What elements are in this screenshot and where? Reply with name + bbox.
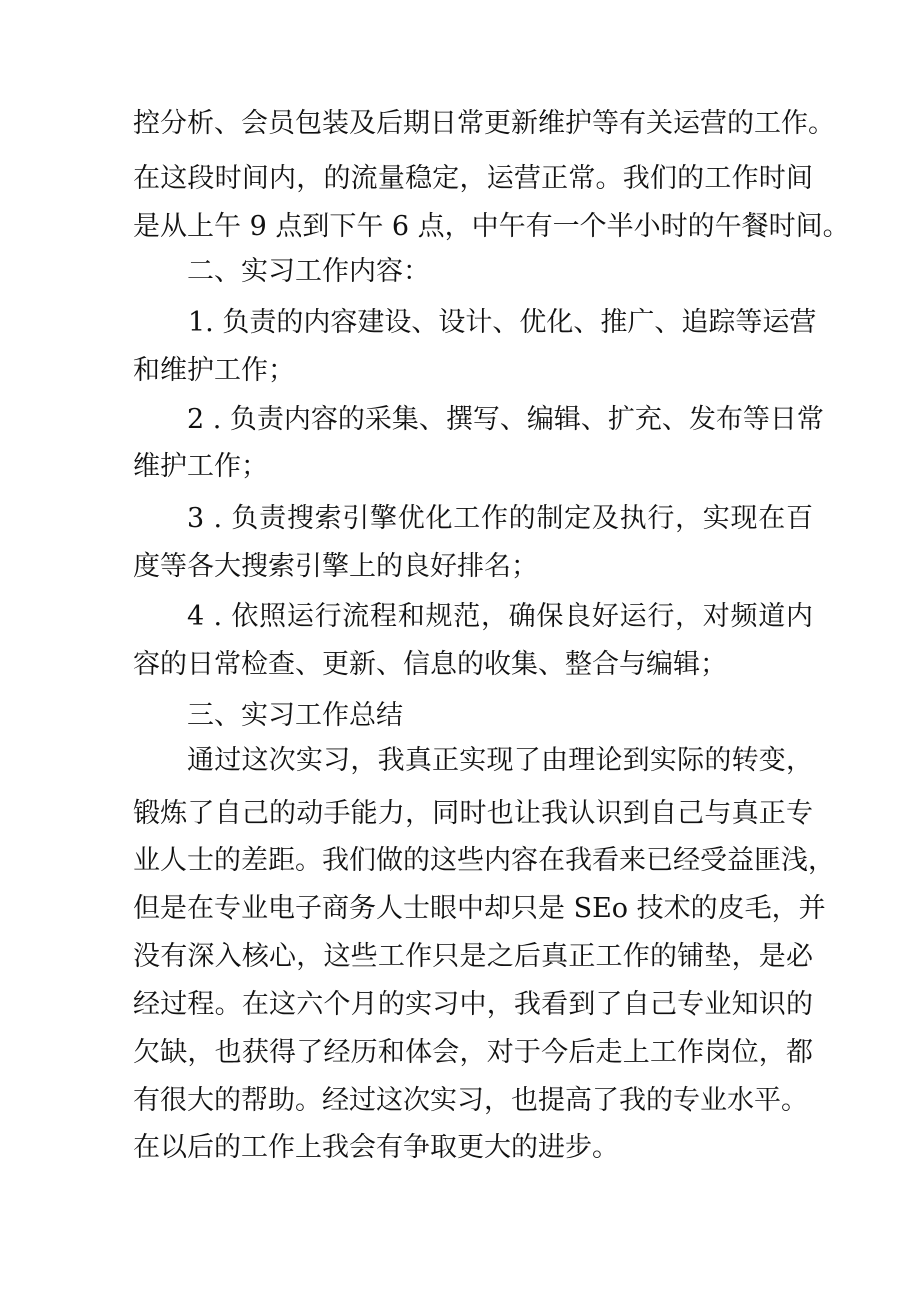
paragraph-line: 锻炼了自己的动手能力，同时也让我认识到自己与真正专 [133,798,813,829]
text-line: 是从上午 9 点到下午 6 点，中午有一个半小时的午餐时间。 [133,211,850,242]
section-heading: 三、实习工作总结 [187,700,403,731]
paragraph-line: 有很大的帮助。经过这次实习，也提高了我的专业水平。 [133,1085,808,1116]
paragraph-line: 在以后的工作上我会有争取更大的进步。 [133,1132,619,1163]
list-item: 2 . 负责内容的采集、撰写、编辑、扩充、发布等日常 [187,404,824,435]
list-item: 1. 负责的内容建设、设计、优化、推广、追踪等运营 [188,307,817,338]
list-item-continuation: 和维护工作； [133,355,295,386]
paragraph-line: 没有深入核心，这些工作只是之后真正工作的铺垫，是必 [133,941,813,972]
text-line: 在这段时间内，的流量稳定，运营正常。我们的工作时间 [133,163,813,194]
paragraph-line: 业人士的差距。我们做的这些内容在我看来已经受益匪浅， [133,845,835,876]
paragraph-line: 但是在专业电子商务人士眼中却只是 SEo 技术的皮毛，并 [133,893,826,924]
list-item: 3 . 负责搜索引擎优化工作的制定及执行，实现在百 [187,503,813,534]
paragraph-line: 通过这次实习，我真正实现了由理论到实际的转变， [187,745,813,776]
paragraph-line: 欠缺，也获得了经历和体会，对于今后走上工作岗位，都 [133,1037,813,1068]
list-item-continuation: 度等各大搜索引擎上的良好排名； [133,551,538,582]
list-item: 4 . 依照运行流程和规范，确保良好运行，对频道内 [187,601,813,632]
list-item-continuation: 容的日常检查、更新、信息的收集、整合与编辑； [133,649,727,680]
paragraph-line: 经过程。在这六个月的实习中，我看到了自己专业知识的 [133,989,813,1020]
section-heading: 二、实习工作内容： [187,256,430,287]
list-item-continuation: 维护工作； [133,451,268,482]
text-line: 控分析、会员包装及后期日常更新维护等有关运营的工作。 [133,108,835,139]
